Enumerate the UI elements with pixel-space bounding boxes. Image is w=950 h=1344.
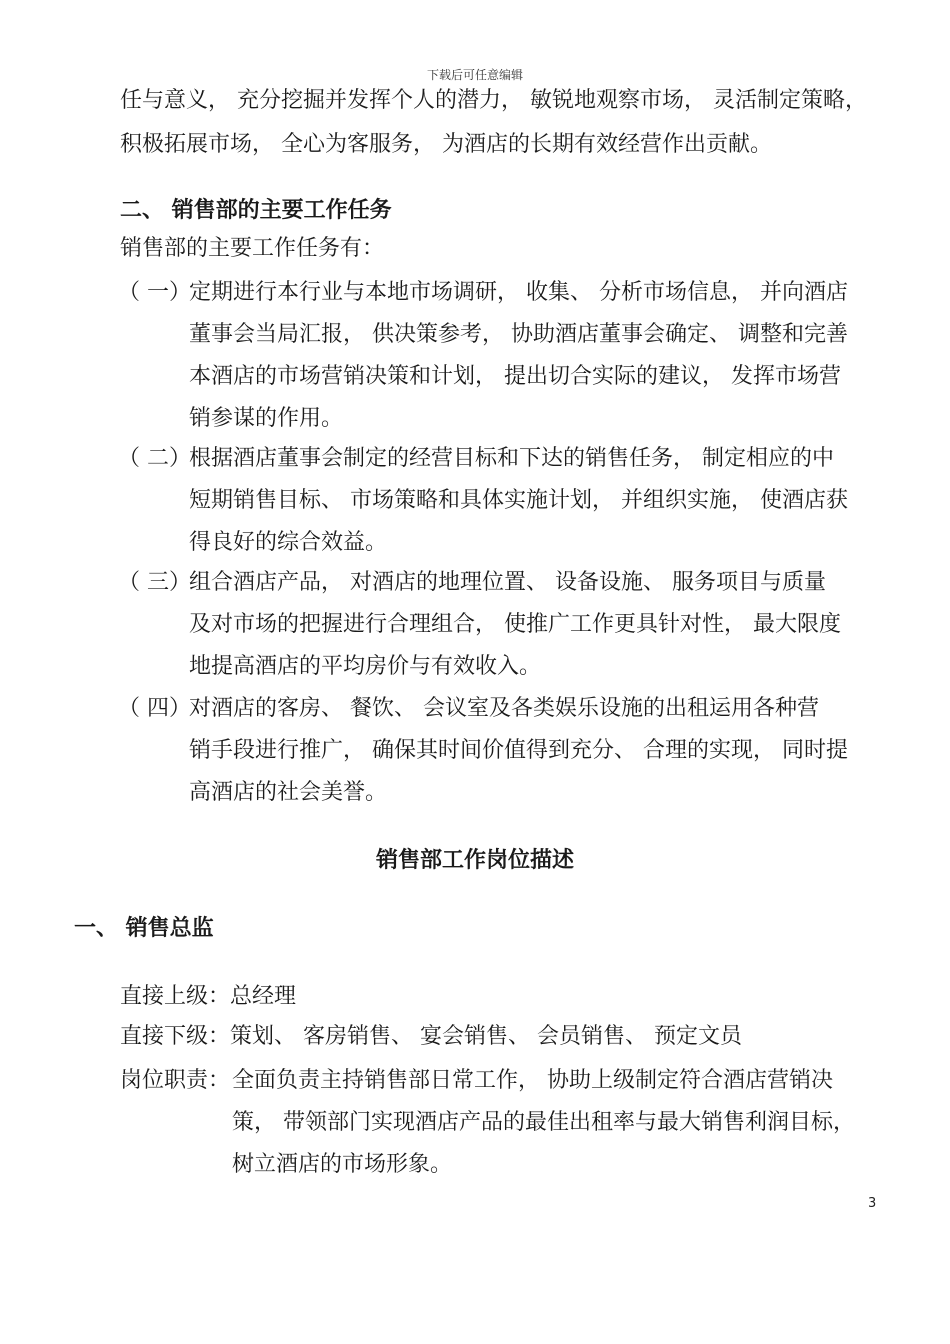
list-item-line: 根据酒店董事会制定的经营目标和下达的销售任务， 制定相应的中 (189, 446, 834, 471)
list-item-line: 本酒店的市场营销决策和计划， 提出切合实际的建议， 发挥市场营 (189, 364, 841, 389)
position-heading: 一、 销售总监 (74, 916, 214, 941)
list-item-line: 定期进行本行业与本地市场调研， 收集、 分析市场信息， 并向酒店 (189, 280, 848, 305)
duty-label: 岗位职责： (120, 1068, 231, 1093)
duty-line: 全面负责主持销售部日常工作， 协助上级制定符合酒店营销决 (232, 1068, 833, 1093)
list-item-line: 销手段进行推广， 确保其时间价值得到充分、 合理的实现， 同时提 (189, 738, 848, 763)
duty-line: 策， 带领部门实现酒店产品的最佳出租率与最大销售利润目标， (232, 1110, 855, 1135)
list-item-line: 对酒店的客房、 餐饮、 会议室及各类娱乐设施的出租运用各种营 (189, 696, 819, 721)
list-item-line: 董事会当局汇报， 供决策参考， 协助酒店董事会确定、 调整和完善 (189, 322, 848, 347)
section-lead: 销售部的主要工作任务有： (120, 236, 385, 261)
duty-line: 树立酒店的市场形象。 (232, 1152, 453, 1177)
list-item-line: 销参谋的作用。 (189, 406, 344, 431)
list-item-line: 及对市场的把握进行合理组合， 使推广工作更具针对性， 最大限度 (189, 612, 841, 637)
list-item-line: 高酒店的社会美誉。 (189, 780, 388, 805)
intro-line-2: 积极拓展市场， 全心为客服务， 为酒店的长期有效经营作出贡献。 (120, 132, 772, 157)
job-description-title: 销售部工作岗位描述 (375, 848, 574, 873)
list-item-line: 地提高酒店的平均房价与有效收入。 (189, 654, 542, 679)
list-item-marker: （ 一） (118, 280, 191, 305)
list-item-marker: （ 四） (118, 696, 191, 721)
page-header: 下载后可任意编辑 (426, 68, 523, 82)
direct-superior: 直接上级：总经理 (120, 984, 297, 1009)
list-item-marker: （ 二） (118, 446, 191, 471)
list-item-line: 得良好的综合效益。 (189, 530, 388, 555)
list-item-line: 组合酒店产品， 对酒店的地理位置、 设备设施、 服务项目与质量 (189, 570, 826, 595)
direct-subordinates: 直接下级：策划、 客房销售、 宴会销售、 会员销售、 预定文员 (120, 1024, 742, 1049)
section-heading: 二、 销售部的主要工作任务 (120, 198, 392, 223)
page-number: 3 (868, 1196, 877, 1211)
list-item-line: 短期销售目标、 市场策略和具体实施计划， 并组织实施， 使酒店获 (189, 488, 848, 513)
list-item-marker: （ 三） (118, 570, 191, 595)
intro-line-1: 任与意义， 充分挖掘并发挥个人的潜力， 敏锐地观察市场， 灵活制定策略， (120, 88, 867, 113)
